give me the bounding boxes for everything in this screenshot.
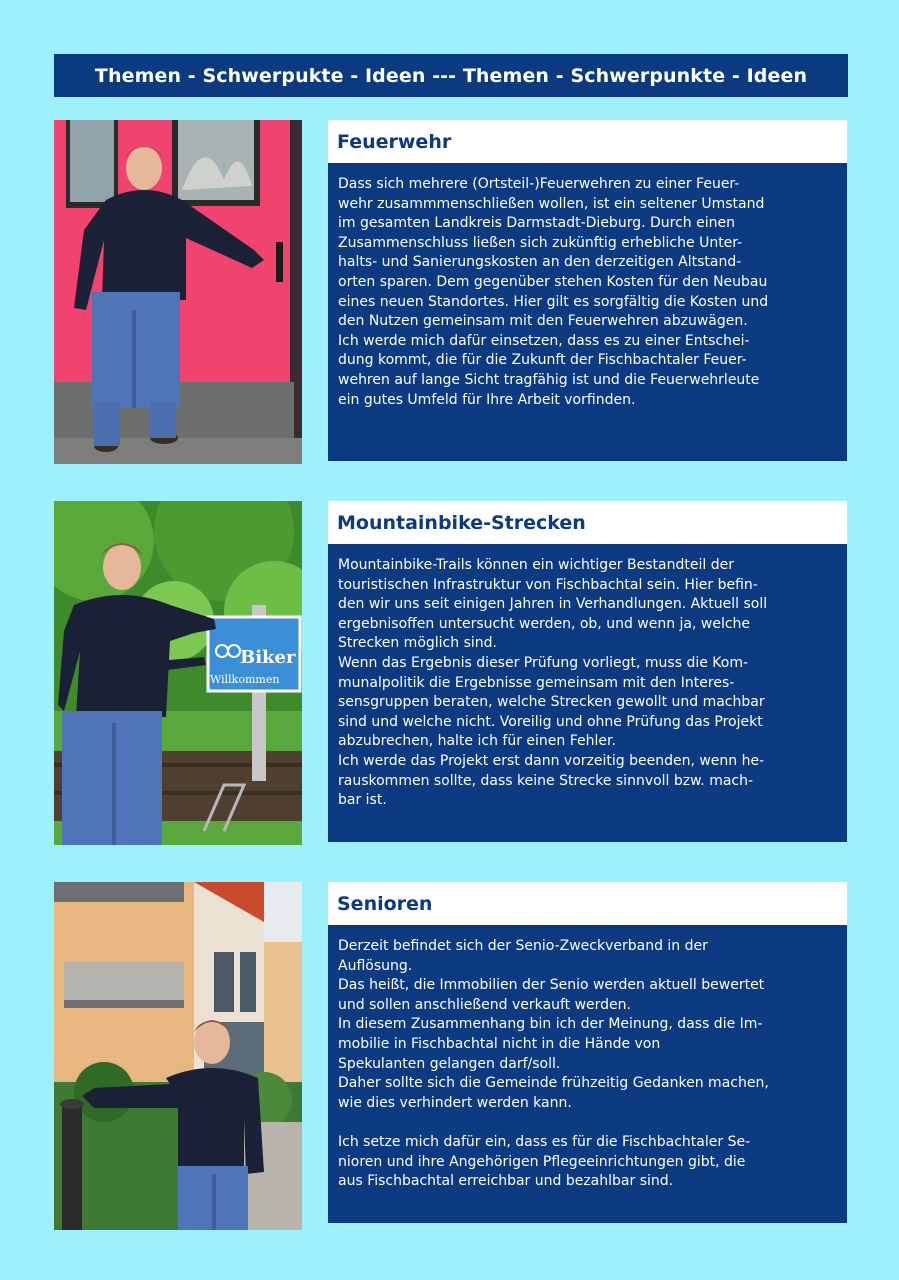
sign-text-biker: Biker xyxy=(240,647,296,668)
mountainbike-photo xyxy=(54,501,302,845)
text-line: Daher sollte sich die Gemeinde frühzeitig Gedanken machen, xyxy=(338,1075,769,1092)
text-line: wehren auf lange Sicht tragfähig ist und die Feuerwehrleute xyxy=(338,371,760,388)
text-line: den wir uns seit einigen Jahren in Verhandlungen. Aktuell soll xyxy=(338,596,768,613)
sign-text-willkommen: Willkommen xyxy=(210,673,280,686)
text-line: sind und welche nicht. Voreilig und ohne Prüfung das Projekt xyxy=(338,713,763,730)
text-line: sensgruppen beraten, welche Strecken gewollt und machbar xyxy=(338,694,765,711)
text-line: Das heißt, die Immobilien der Senio werden aktuell bewertet xyxy=(338,977,765,994)
text-line: Zusammenschluss ließen sich zukünftig erhebliche Unter- xyxy=(338,234,743,251)
text-line: In diesem Zusammenhang bin ich der Meinung, dass die Im- xyxy=(338,1016,763,1033)
text-line: abzubrechen, halte ich für einen Fehler. xyxy=(338,733,616,750)
text-line: Mountainbike-Trails können ein wichtiger Bestandteil der xyxy=(338,557,734,573)
text-line: aus Fischbachtal erreichbar und bezahlbar sind. xyxy=(338,1173,674,1190)
text-line: nioren und ihre Angehörigen Pflegeeinrichtungen gibt, die xyxy=(338,1153,746,1170)
banner-title: Themen - Schwerpukte - Ideen --- Themen - Schwerpunkte - Ideen xyxy=(94,64,808,87)
text-line: den Nutzen gemeinsam mit den Feuerwehren abzuwägen. xyxy=(338,313,748,330)
text-line: im gesamten Landkreis Darmstadt-Dieburg. Durch einen xyxy=(338,215,735,232)
text-line: halts- und Sanierungskosten an den derzeitigen Altstand- xyxy=(338,254,742,271)
text-line: wehr zusammmenschließen wollen, ist ein seltener Umstand xyxy=(338,195,765,212)
text-line: eines neuen Standortes. Hier gilt es sorgfältig die Kosten und xyxy=(338,293,769,310)
text-line: Auflösung. xyxy=(338,957,413,974)
text-line: touristischen Infrastruktur von Fischbachtal sein. Hier befin- xyxy=(338,576,758,593)
text-line: Wenn das Ergebnis dieser Prüfung vorliegt, muss die Kom- xyxy=(338,654,749,671)
text-line: Derzeit befindet sich der Senio-Zweckverband in der xyxy=(338,938,708,954)
mountainbike-heading xyxy=(328,501,847,544)
text-line: Ich werde mich dafür einsetzen, dass es zu einer Entschei- xyxy=(338,332,750,349)
text-line: ein gutes Umfeld für Ihre Arbeit vorfinden. xyxy=(338,391,636,408)
text-line: rauskommen sollte, dass keine Strecke sinnvoll bzw. mach- xyxy=(338,772,754,789)
text-line: Ich setze mich dafür ein, dass es für die Fischbachtaler Se- xyxy=(338,1133,751,1150)
text-line: orten sparen. Dem gegenüber stehen Kosten für den Neubau xyxy=(338,273,768,290)
senioren-text xyxy=(328,925,847,1223)
text-line: dung kommt, die für die Zukunft der Fischbachtaler Feuer- xyxy=(338,352,747,369)
text-line: bar ist. xyxy=(338,792,387,809)
feuerwehr-photo xyxy=(54,120,302,464)
text-line: Strecken möglich sind. xyxy=(338,635,497,652)
page-banner xyxy=(54,54,848,97)
feuerwehr-text xyxy=(328,163,847,461)
feuerwehr-heading-text: Feuerwehr xyxy=(337,130,452,153)
text-line: und sollen anschließend verkauft werden. xyxy=(338,996,631,1013)
mountainbike-text xyxy=(328,544,847,842)
senioren-heading-text: Senioren xyxy=(337,892,433,915)
text-line: Spekulanten gelangen darf/soll. xyxy=(338,1055,561,1072)
text-spacer xyxy=(338,1113,837,1133)
text-line: mobilie in Fischbachtal nicht in die Hände von xyxy=(338,1035,661,1052)
text-line: wie dies verhindert werden kann. xyxy=(338,1094,572,1111)
senioren-heading xyxy=(328,882,847,925)
text-line: ergebnisoffen untersucht werden, ob, und wenn ja, welche xyxy=(338,615,751,632)
text-line: munalpolitik die Ergebnisse gemeinsam mit den Interes- xyxy=(338,674,735,691)
mountainbike-heading-text: Mountainbike-Strecken xyxy=(337,511,586,534)
feuerwehr-heading xyxy=(328,120,847,163)
text-line: Ich werde das Projekt erst dann vorzeitig beenden, wenn he- xyxy=(338,752,765,769)
text-line: Dass sich mehrere (Ortsteil-)Feuerwehren zu einer Feuer- xyxy=(338,176,740,192)
senioren-photo xyxy=(54,882,302,1230)
